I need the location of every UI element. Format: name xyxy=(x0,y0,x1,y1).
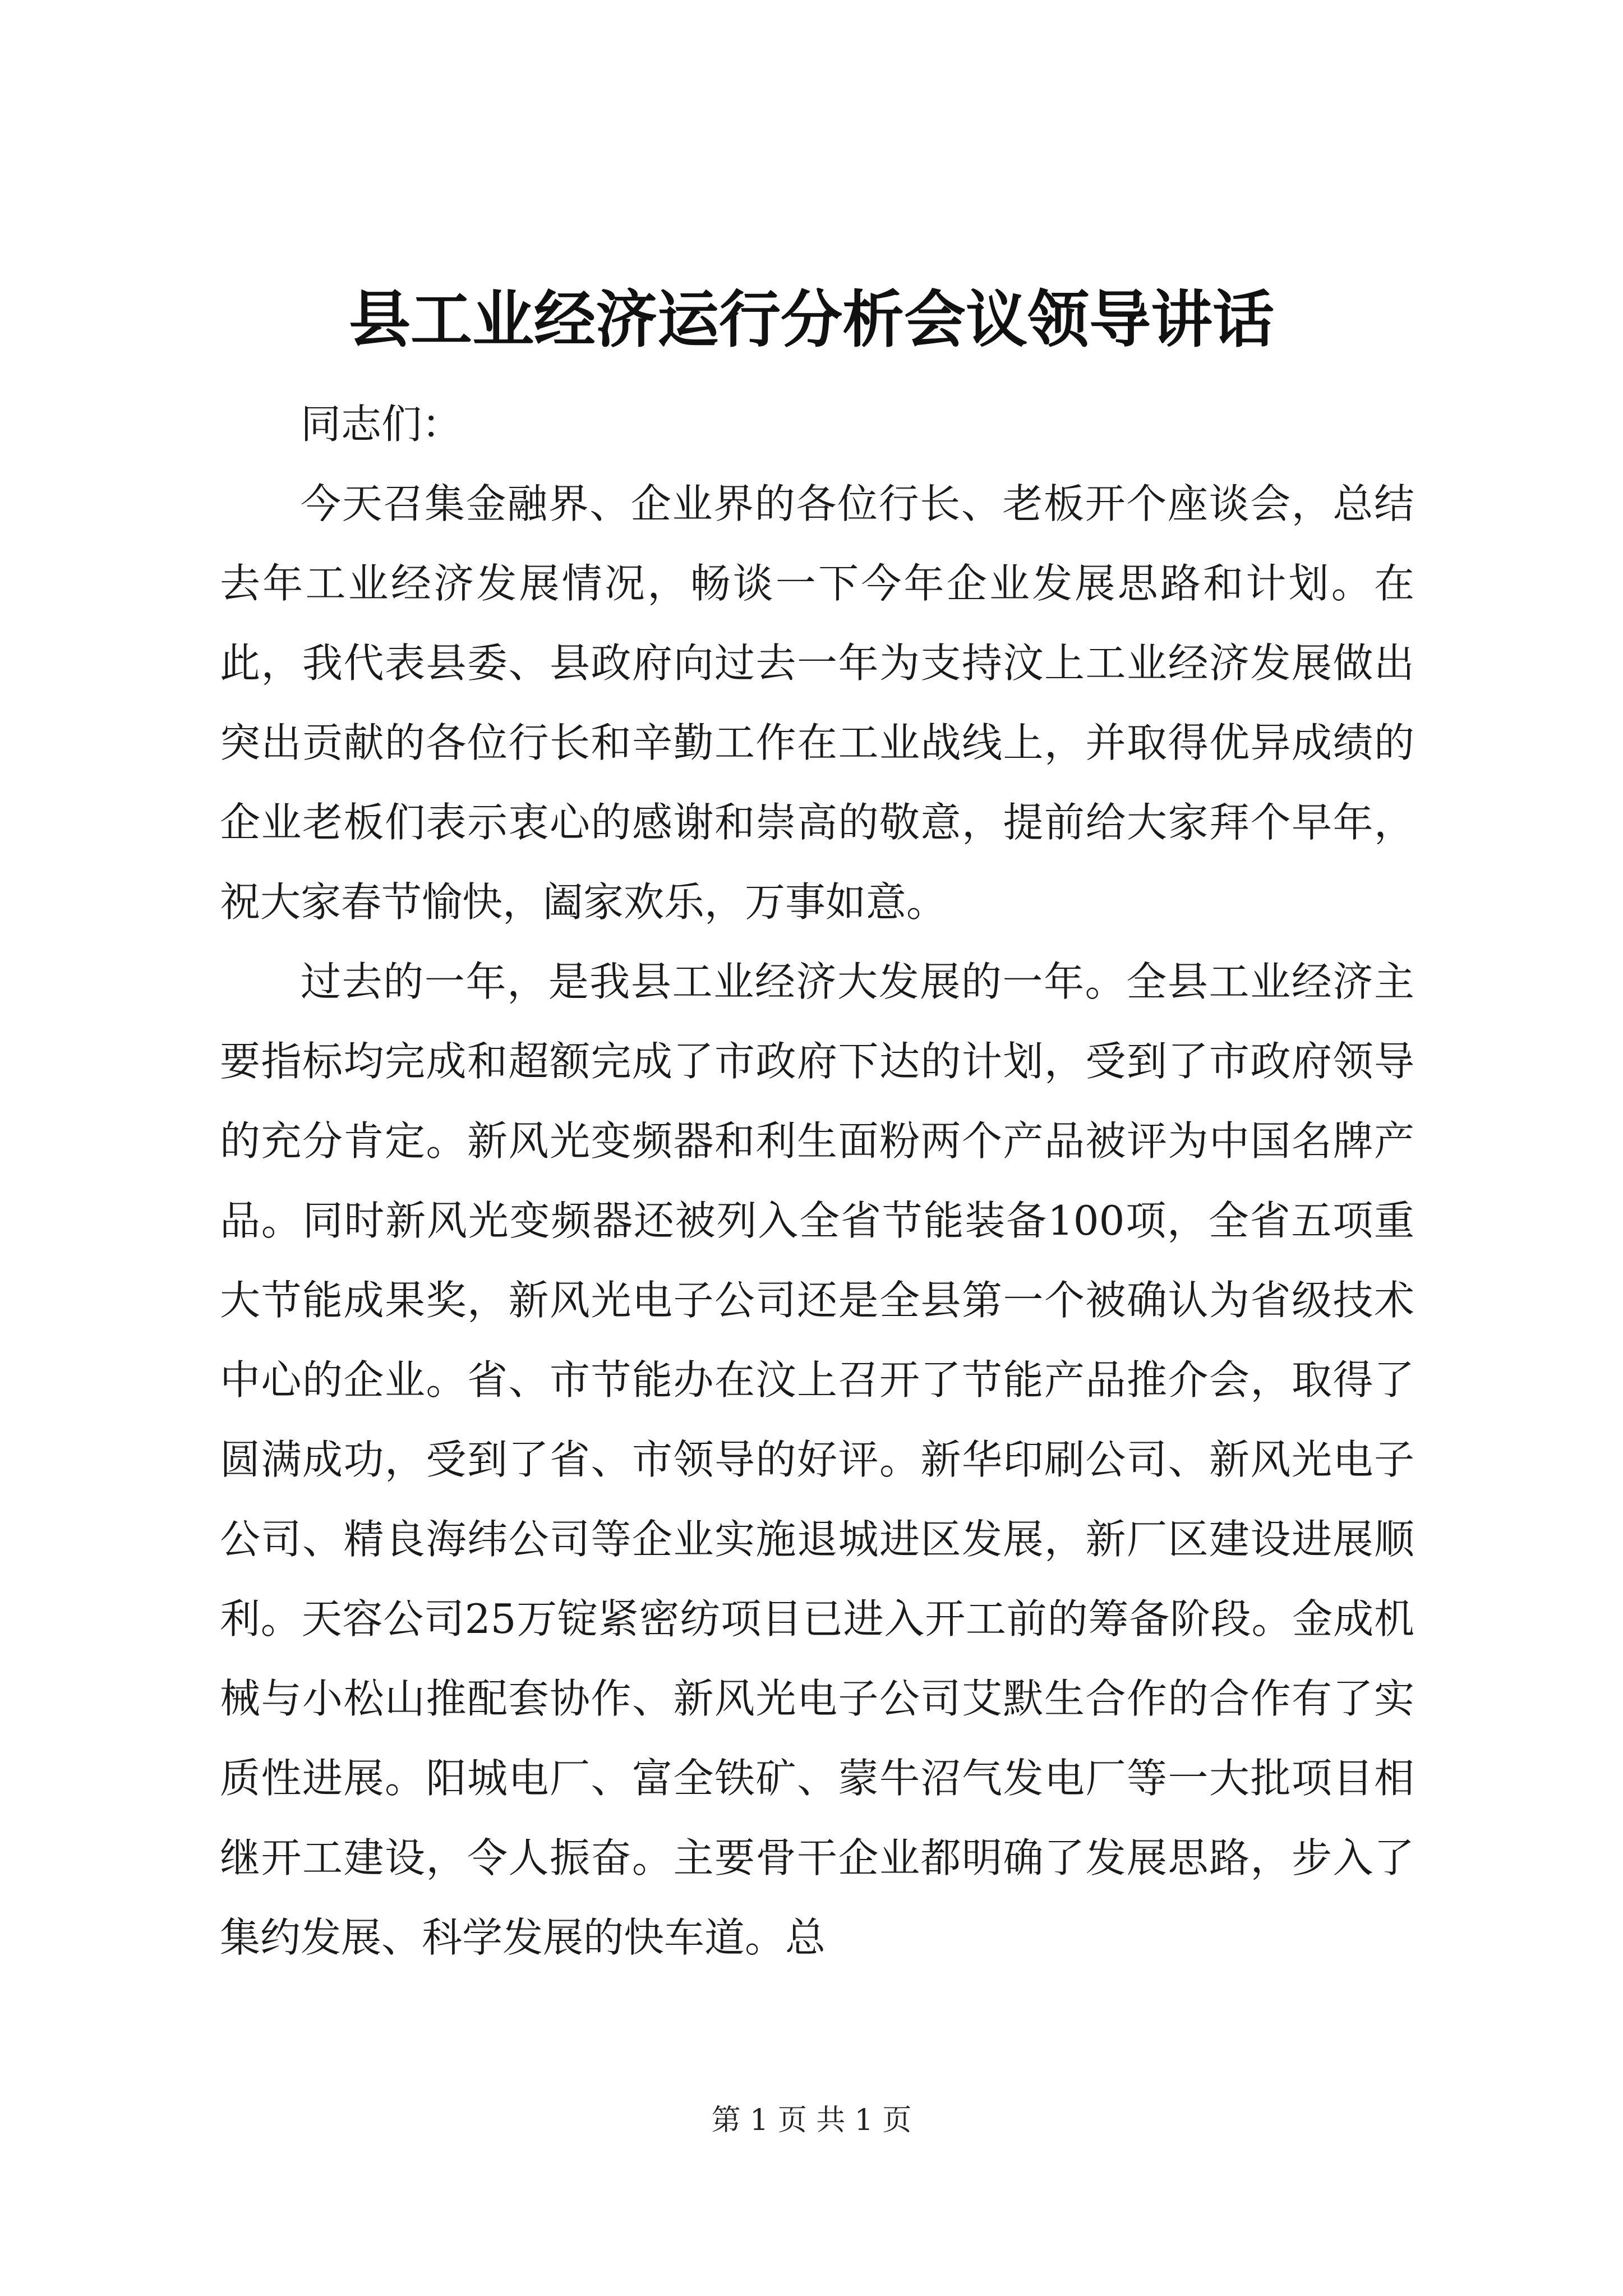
document-body xyxy=(220,384,1414,1977)
document-title: 县工业经济运行分析会议领导讲话 xyxy=(349,283,1274,356)
salutation-paragraph: 同志们： xyxy=(301,401,463,448)
body-paragraph-2: 过去的一年，是我县工业经济大发展的一年。全县工业经济主要指标均完成和超额完成了市政府下达的计划，受到了市政府领导的充分肯定。新风光变频器和利生面粉两个产品被评为中国名牌产品。同时新风光变频器还被列入全省节能装备100项，全省五项重大节能成果奖，新风光电子公司还是全县第一个被确认为省级技术中心的企业。省、市节能办在汶上召开了节能产品推介会，取得了圆满成功，受到了省、市领导的好评。新华印刷公司、新风光电子公司、精良海纬公司等企业实施退城进区发展，新厂区建设进展顺利。天容公司25万锭紧密纺项目已进入开工前的筹备阶段。金成机械与小松山推配套协作、新风光电子公司艾默生合作的合作有了实质性进展。阳城电厂、富全铁矿、蒙牛沼气发电厂等一大批项目相继开工建设，令人振奋。主要骨干企业都明确了发展思路，步入了集约发展、科学发展的快车道。总 xyxy=(220,958,1414,1961)
page-footer: 第 1 页 共 1 页 xyxy=(711,2104,912,2137)
body-paragraph-1: 今天召集金融界、企业界的各位行长、老板开个座谈会，总结去年工业经济发展情况，畅谈一下今年企业发展思路和计划。在此，我代表县委、县政府向过去一年为支持汶上工业经济发展做出突出贡献的各位行长和辛勤工作在工业战线上，并取得优异成绩的企业老板们表示衷心的感谢和崇高的敬意，提前给大家拜个早年，祝大家春节愉快，阖家欢乐，万事如意。 xyxy=(220,480,1414,926)
